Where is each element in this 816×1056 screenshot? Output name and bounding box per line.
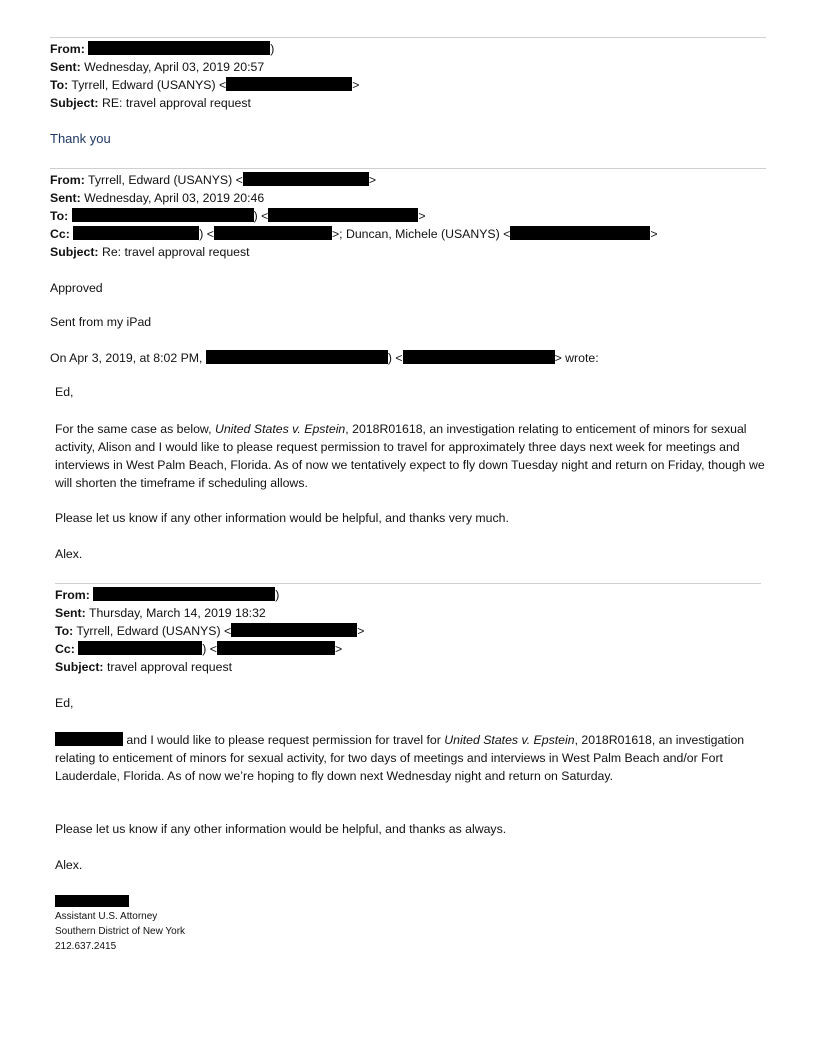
case-name: United States v. Epstein <box>444 733 575 747</box>
redaction-box <box>268 208 418 222</box>
sent-label: Sent: <box>50 191 81 205</box>
signature-title: Assistant U.S. Attorney <box>55 911 158 922</box>
subject-value: RE: travel approval request <box>101 96 251 110</box>
msg2-subject-line <box>50 244 250 260</box>
subject-label: Subject: <box>50 245 99 259</box>
redaction-box <box>403 350 555 364</box>
msg1-to-line: To: Tyrrell, Edward (USANYS) < > <box>50 78 360 92</box>
quoted-paragraph-2: Please let us know if any other information would be helpful, and thanks very much. <box>55 511 509 525</box>
redaction-box <box>214 226 332 240</box>
header-divider-3 <box>55 583 761 584</box>
msg3-cc-line: Cc: ) < > <box>55 642 343 656</box>
quoted-paragraph-1: For the same case as below, United States v. Epstein, 2018R01618, an investigation relating to enticement of minors for sexual activity, Alison and I would like to please request permission to travel for approximately three days next week for meetings and interviews in West Palm Beach, Florida. As of now we tentatively expect to fly down Tuesday night and return on Friday, though we will shorten the timeframe if scheduling allows. <box>55 422 765 490</box>
sent-label: Sent: <box>55 606 86 620</box>
cc-label: Cc: <box>55 642 75 656</box>
msg3-paragraph-1: and I would like to please request permission for travel for United States v. Epstein, 2018R01618, an investigation relating to enticement of minors for sexual activity, for two days of meetings and interviews in West Palm Beach and/or Fort Lauderdale, Florida. As of now we’re hoping to fly down next Wednesday night and return on Saturday. <box>55 733 745 783</box>
msg3-to-line: To: Tyrrell, Edward (USANYS) < > <box>55 624 365 638</box>
to-value: Tyrrell, Edward (USANYS) < <box>76 624 232 638</box>
msg1-sent-line <box>50 59 264 75</box>
from-label: From: <box>50 42 85 56</box>
redaction-box <box>231 623 357 637</box>
redaction-box <box>93 587 275 601</box>
sent-value: Wednesday, April 03, 2019 20:46 <box>84 191 265 205</box>
msg2-cc-line: Cc: ) < >; Duncan, Michele (USANYS) < > <box>50 227 658 241</box>
signature-phone: 212.637.2415 <box>55 941 117 952</box>
header-divider-1 <box>50 37 766 38</box>
to-label: To: <box>55 624 74 638</box>
msg2-from-line: From: Tyrrell, Edward (USANYS) < > <box>50 173 377 187</box>
quote-intro: On Apr 3, 2019, at 8:02 PM, ) < > wrote: <box>50 351 599 365</box>
msg2-sent-line <box>50 190 264 206</box>
quoted-sign: Alex. <box>55 547 83 561</box>
redaction-box <box>55 895 129 907</box>
msg1-subject-line <box>50 95 251 111</box>
cc-label: Cc: <box>50 227 70 241</box>
header-divider-2 <box>50 168 766 169</box>
from-label: From: <box>55 588 90 602</box>
from-label: From: <box>50 173 85 187</box>
subject-label: Subject: <box>50 96 99 110</box>
redaction-box <box>217 641 335 655</box>
subject-label: Subject: <box>55 660 104 674</box>
redaction-box <box>55 732 123 746</box>
signature-block <box>55 895 185 954</box>
subject-value: travel approval request <box>106 660 233 674</box>
msg1-body: Thank you <box>50 131 111 146</box>
redaction-box <box>226 77 352 91</box>
quoted-greeting: Ed, <box>55 385 74 399</box>
to-label: To: <box>50 78 69 92</box>
msg3-paragraph-2: Please let us know if any other information would be helpful, and thanks as always. <box>55 822 507 836</box>
msg2-to-line: To: ) < > <box>50 209 426 223</box>
case-name: United States v. Epstein <box>214 422 346 436</box>
sent-label: Sent: <box>50 60 81 74</box>
msg2-ipad: Sent from my iPad <box>50 315 152 329</box>
redaction-box <box>78 641 202 655</box>
from-value: Tyrrell, Edward (USANYS) < <box>88 173 243 187</box>
msg3-greeting: Ed, <box>55 696 74 710</box>
msg1-from-line: From: ) <box>50 42 275 56</box>
msg3-subject-line <box>55 659 232 675</box>
redaction-box <box>88 41 270 55</box>
msg3-sign: Alex. <box>55 858 83 872</box>
sent-value: Wednesday, April 03, 2019 20:57 <box>84 60 265 74</box>
msg3-from-line: From: ) <box>55 588 280 602</box>
redaction-box <box>72 208 254 222</box>
redaction-box <box>243 172 369 186</box>
sent-value: Thursday, March 14, 2019 18:32 <box>88 606 266 620</box>
to-label: To: <box>50 209 69 223</box>
redaction-box <box>73 226 199 240</box>
msg2-approved: Approved <box>50 281 103 295</box>
redaction-box <box>510 226 650 240</box>
to-value: Tyrrell, Edward (USANYS) < <box>71 78 227 92</box>
signature-office: Southern District of New York <box>55 926 186 937</box>
msg3-sent-line <box>55 605 266 621</box>
subject-value: Re: travel approval request <box>101 245 250 259</box>
redaction-box <box>206 350 388 364</box>
